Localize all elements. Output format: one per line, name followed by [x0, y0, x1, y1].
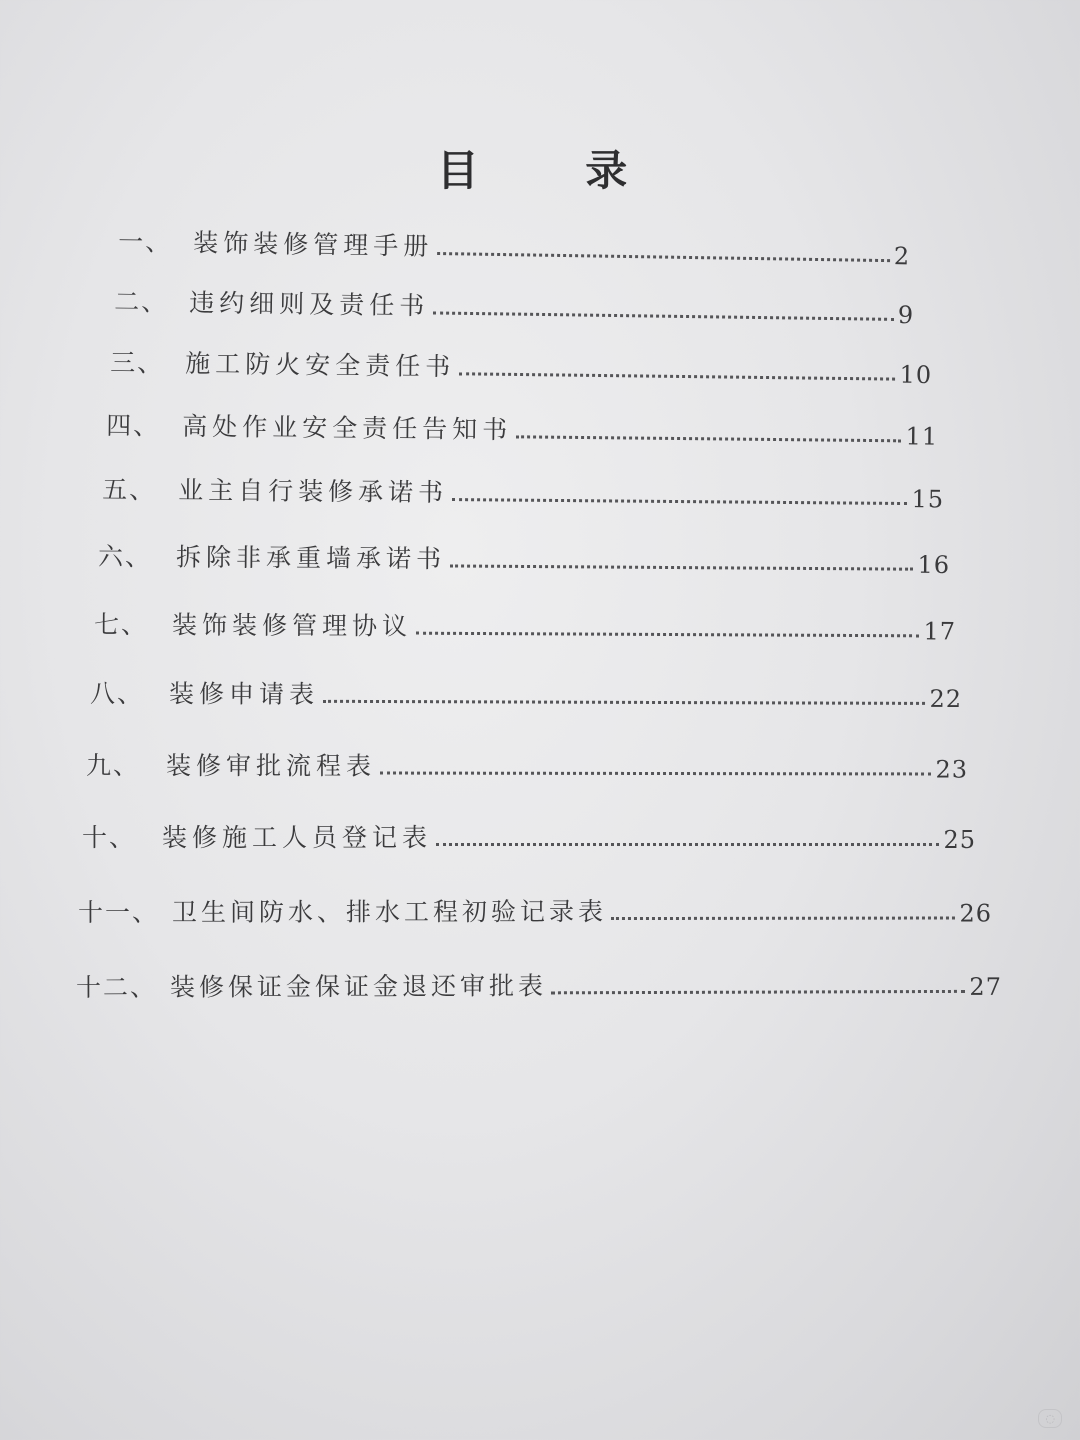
- dot-leader: [516, 435, 901, 442]
- toc-entry-page: 23: [935, 755, 969, 784]
- toc-entry-number: 八、: [90, 679, 145, 709]
- toc-entry-page: 10: [899, 360, 933, 390]
- toc-entry-page: 17: [923, 617, 957, 646]
- toc-entry-number: 九、: [86, 751, 141, 781]
- toc-entry-title: 施工防火安全责任书: [185, 348, 456, 382]
- toc-entry-page: 2: [893, 242, 911, 271]
- toc-entry-number: 三、: [110, 348, 165, 378]
- toc-entry-page: 16: [917, 550, 951, 579]
- toc-entry: [76, 961, 1002, 1004]
- toc-entry-number: 二、: [114, 287, 169, 317]
- page-title: 目 录: [436, 146, 674, 195]
- toc-entry-title: 违约细则及责任书: [189, 288, 430, 321]
- dot-leader: [452, 498, 907, 505]
- toc-entry-title: 装饰装修管理手册: [193, 228, 434, 261]
- toc-entry-title: 高处作业安全责任告知书: [182, 411, 513, 445]
- toc-entry: [82, 814, 976, 854]
- toc-entry-number: 五、: [102, 475, 157, 505]
- dot-leader: [437, 252, 890, 262]
- dot-leader: [551, 990, 965, 994]
- dot-leader: [611, 916, 955, 920]
- toc-entry-title: 装修审批流程表: [166, 751, 377, 781]
- toc-entry: [90, 670, 962, 713]
- toc-entry-title: 装饰装修管理协议: [172, 610, 413, 641]
- toc-entry: [98, 533, 950, 579]
- toc-entry-page: 9: [897, 300, 915, 330]
- dot-leader: [459, 372, 895, 380]
- toc-entry-page: 26: [959, 899, 992, 928]
- dot-leader: [450, 564, 913, 570]
- toc-entry-title: 装修保证金保证金退还审批表: [169, 971, 548, 1002]
- dot-leader: [416, 632, 919, 638]
- toc-entry-title: 业主自行装修承诺书: [178, 475, 449, 508]
- toc-entry-number: 十二、: [75, 972, 158, 1002]
- toc-entry-title: 装修施工人员登记表: [162, 823, 433, 852]
- toc-entry: [114, 278, 914, 329]
- toc-entry: [86, 742, 968, 784]
- toc-entry-page: 25: [943, 826, 976, 854]
- toc-entry-number: 一、: [118, 227, 173, 257]
- dot-leader: [436, 843, 939, 846]
- toc-entry: [106, 402, 938, 451]
- dot-leader: [323, 700, 925, 705]
- watermark-logo: ◌: [1038, 1409, 1062, 1428]
- toc-entry-number: 六、: [98, 542, 153, 572]
- toc-entry-page: 11: [905, 422, 939, 451]
- toc-entry-title: 拆除非承重墙承诺书: [176, 542, 447, 574]
- toc-entry-page: 15: [911, 485, 945, 514]
- toc-entry-number: 十一、: [77, 897, 160, 927]
- toc-entry: [110, 339, 932, 389]
- toc-entry-page: 27: [969, 972, 1002, 1001]
- toc-entry-number: 十、: [82, 823, 137, 852]
- toc-entry: [102, 466, 944, 513]
- toc-entry-number: 四、: [106, 411, 161, 441]
- toc-entry-title: 卫生间防水、排水工程初验记录表: [171, 897, 608, 927]
- toc-entry: [94, 601, 956, 646]
- toc-entry-page: 22: [929, 684, 963, 714]
- toc-entry-title: 装修申请表: [169, 679, 320, 709]
- toc-entry-number: 七、: [94, 610, 149, 640]
- dot-leader: [433, 311, 894, 320]
- toc-entry: [78, 887, 992, 929]
- dot-leader: [380, 772, 931, 776]
- toc-entry: [118, 218, 911, 270]
